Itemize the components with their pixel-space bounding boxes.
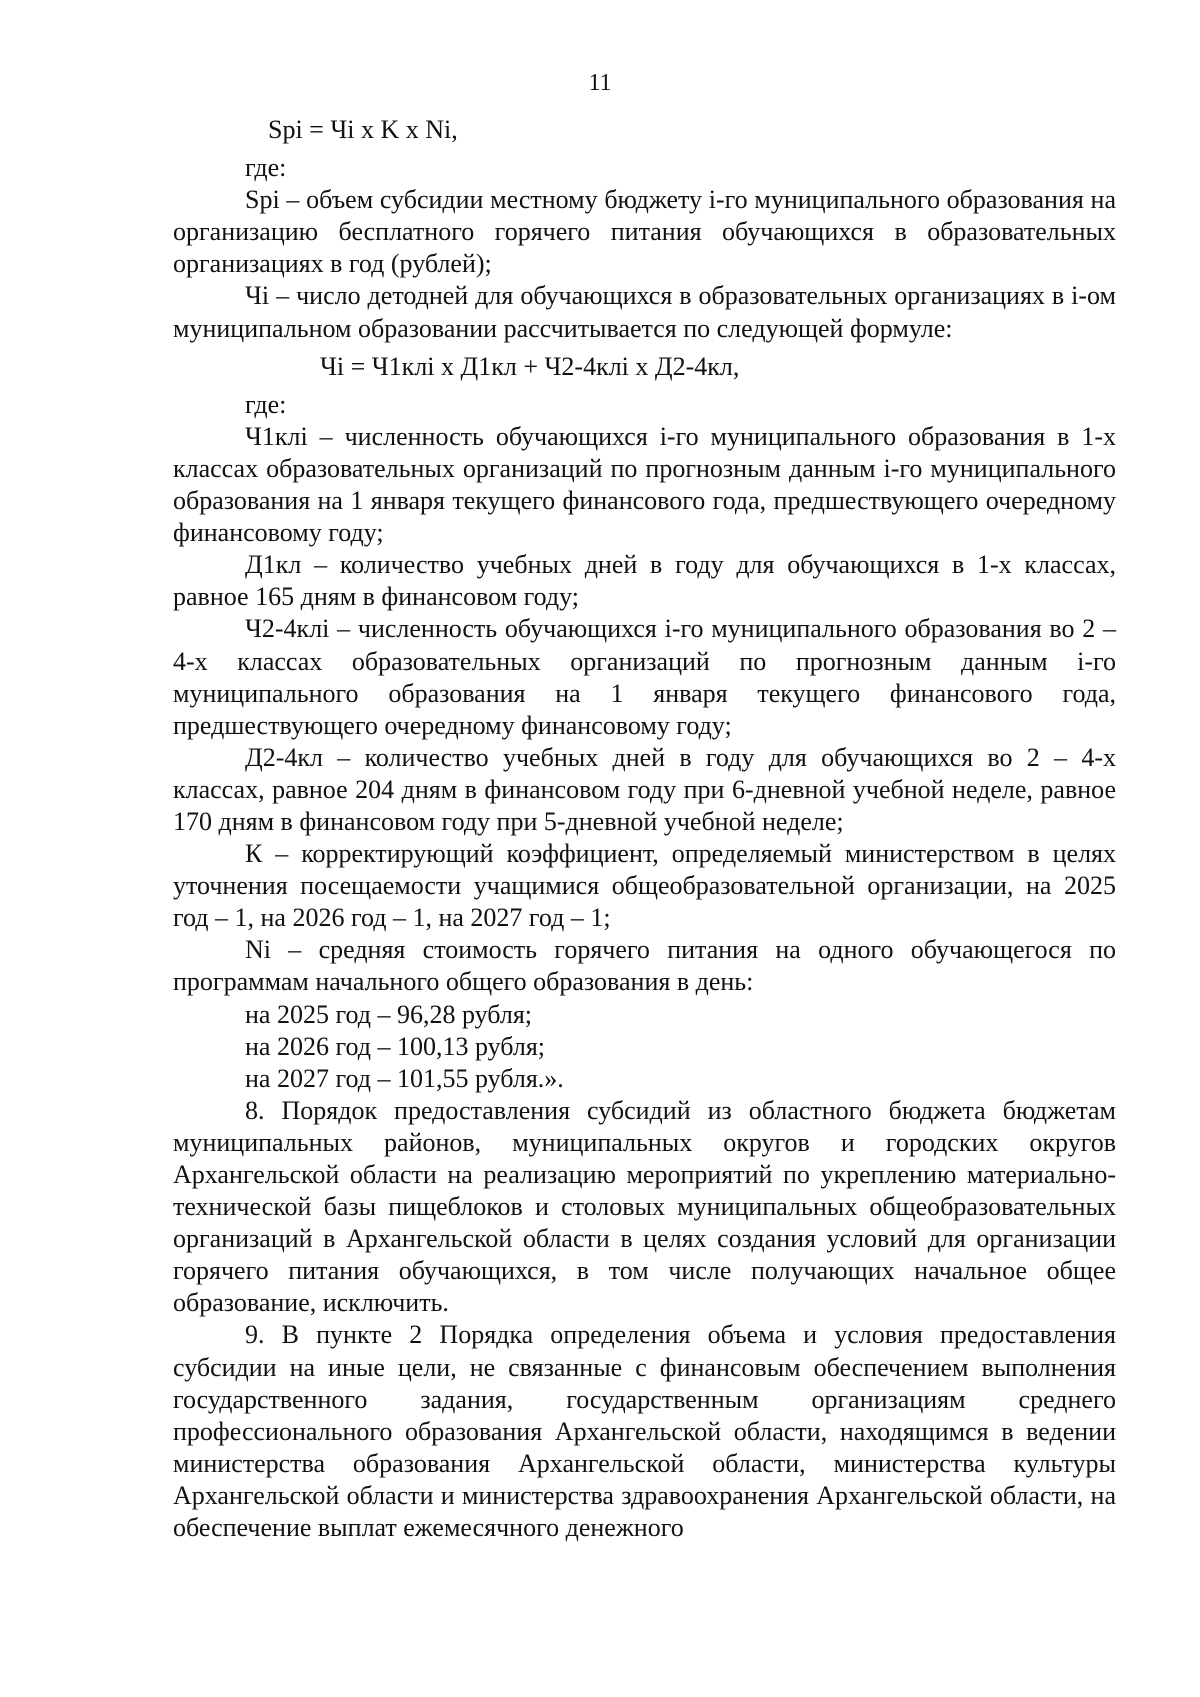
- formula-chi: Чi = Ч1клi х Д1кл + Ч2-4клi х Д2-4кл,: [320, 351, 740, 381]
- definition-ch1kli: Ч1клi – численность обучающихся i-го муниципального образования в 1-х классах образовательных организаций по прогнозным данным i-го муниципального образования на 1 января текущего финансового года, предшествующего очередному финансовому году;: [173, 421, 1116, 548]
- where-label: где:: [245, 153, 287, 183]
- definition-ni: Ni – средняя стоимость горячего питания на одного обучающегося по программам начального общего образования в день:: [173, 935, 1116, 997]
- where-label: где:: [245, 389, 287, 419]
- definition-ch2-4kli: Ч2-4клi – численность обучающихся i-го муниципального образования во 2 – 4-х классах образовательных организаций по прогнозным данным i-го муниципального образования на 1 января текущего финансового года, предшествующего очередному финансовому году;: [173, 614, 1116, 740]
- formula-spi: Spi = Чi х K х Ni,: [268, 115, 458, 144]
- item-8-paragraph: 8. Порядок предоставления субсидий из областного бюджета бюджетам муниципальных районов, муниципальных округов и городских округов Архангельской области на реализацию мероприятий по укреплению материально-технической базы пищеблоков и столовых муниципальных общеобразовательных организаций в Архангельской области в целях создания условий для организации горячего питания обучающихся, в том числе получающих начальное общее образование, исключить.: [173, 1095, 1116, 1318]
- definition-d2-4kl: Д2-4кл – количество учебных дней в году для обучающихся во 2 – 4-х классах, равное 204 дням в финансовом году при 6-дневной учебной неделе, равное 170 дням в финансовом году при 5-дневной учебной неделе;: [173, 742, 1116, 836]
- document-body: [173, 114, 1116, 1544]
- page-number: 11: [588, 70, 612, 96]
- cost-2026: на 2026 год – 100,13 рубля;: [245, 1031, 546, 1061]
- cost-2025: на 2025 год – 96,28 рубля;: [245, 999, 533, 1029]
- definition-k: К – корректирующий коэффициент, определяемый министерством в целях уточнения посещаемости учащимися общеобразовательной организации, на 2025 год – 1, на 2026 год – 1, на 2027 год – 1;: [173, 839, 1116, 933]
- definition-chi: Чi – число детодней для обучающихся в образовательных организациях в i-ом муниципальном образовании рассчитывается по следующей формуле:: [173, 281, 1116, 343]
- item-9-paragraph: 9. В пункте 2 Порядка определения объема и условия предоставления субсидии на иные цели, не связанные с финансовым обеспечением выполнения государственного задания, государственным организациям среднего профессионального образования Архангельской области, находящимся в ведении министерства образования Архангельской области, министерства культуры Архангельской области и министерства здравоохранения Архангельской области, на обеспечение выплат ежемесячного денежного: [173, 1320, 1116, 1543]
- definition-spi: Spi – объем субсидии местному бюджету i-го муниципального образования на организацию бесплатного горячего питания обучающихся в образовательных организациях в год (рублей);: [173, 185, 1116, 279]
- definition-d1kl: Д1кл – количество учебных дней в году для обучающихся в 1-х классах, равное 165 дням в финансовом году;: [173, 550, 1116, 612]
- cost-2027: на 2027 год – 101,55 рубля.».: [245, 1063, 564, 1093]
